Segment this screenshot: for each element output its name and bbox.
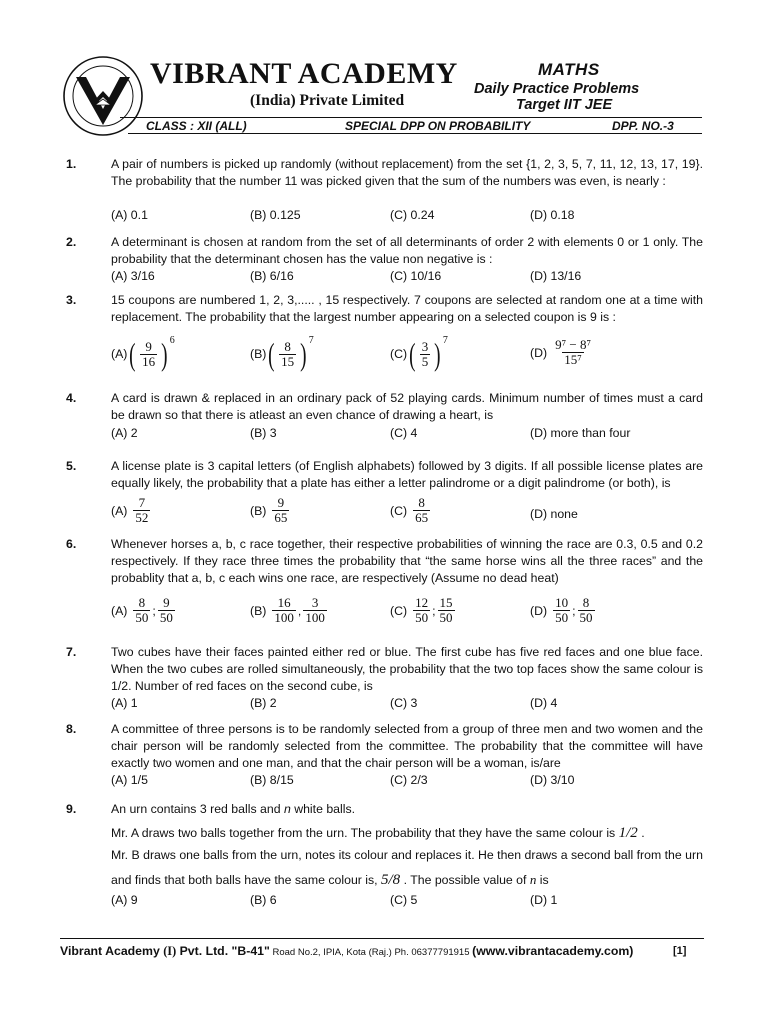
text-segment: . bbox=[637, 826, 645, 840]
header-divider-bottom bbox=[128, 133, 702, 134]
numerator: 10 bbox=[555, 595, 569, 610]
option-b: (B) 3 bbox=[250, 426, 277, 440]
denominator: 50 bbox=[135, 610, 149, 625]
text-segment: Mr. A draws two balls together from the urn. The probability that they have the same colour is bbox=[111, 826, 619, 840]
numerator: 7 bbox=[138, 495, 146, 510]
exponent: 6 bbox=[169, 334, 175, 346]
fraction-2 bbox=[303, 596, 327, 625]
numerator: 12 bbox=[415, 595, 429, 610]
fraction bbox=[553, 338, 593, 367]
question-number: 8. bbox=[66, 722, 77, 736]
fraction bbox=[133, 496, 150, 525]
fraction bbox=[413, 496, 430, 525]
question-text: A determinant is chosen at random from the set of all determinants of order 2 with elements 0 or 1 only. The probability that the determinant chosen has the value non negative is : bbox=[111, 235, 703, 266]
option-label: (B) bbox=[250, 603, 267, 618]
fraction-1 bbox=[133, 596, 150, 625]
option-b: (B) 6/16 bbox=[250, 269, 294, 283]
fraction-2 bbox=[158, 596, 175, 625]
option-label: (C) bbox=[390, 603, 408, 618]
question-number: 1. bbox=[66, 157, 77, 171]
text-segment: white balls. bbox=[290, 802, 356, 816]
question-number: 6. bbox=[66, 537, 77, 551]
separator: ; bbox=[432, 603, 436, 618]
option-c bbox=[390, 496, 432, 525]
option-d: (D) 3/10 bbox=[530, 773, 575, 787]
footer-company: Vibrant Academy bbox=[60, 944, 164, 958]
option-a: (A) 1/5 bbox=[111, 773, 148, 787]
question-text-line-1 bbox=[111, 802, 355, 816]
option-a: (A) 3/16 bbox=[111, 269, 155, 283]
question-number: 7. bbox=[66, 645, 77, 659]
fraction bbox=[420, 340, 431, 369]
question-number: 2. bbox=[66, 235, 77, 249]
option-label: (A) bbox=[111, 603, 128, 618]
denominator: 50 bbox=[415, 610, 429, 625]
question-number: 3. bbox=[66, 293, 77, 307]
question-text: A pair of numbers is picked up randomly (without replacement) from the set {1, 2, 3, 5, 7, 11, 12, 13, 17, 19}. The probability that the number 11 was picked given that the sum of the numbers was even, is nearly : bbox=[111, 157, 703, 188]
option-d: (D) 13/16 bbox=[530, 269, 582, 283]
text-segment: . The possible value of bbox=[400, 873, 530, 887]
denominator: 15 bbox=[281, 353, 295, 369]
question-text: A license plate is 3 capital letters (of English alphabets) followed by 3 digits. If all possible license plates are equally likely, the probability that a plate has either a letter palindrome or a digit palindrome (or both), is bbox=[111, 459, 703, 490]
option-a bbox=[111, 334, 175, 372]
option-d: (D) 0.18 bbox=[530, 208, 575, 222]
option-label: (A) bbox=[111, 347, 128, 361]
right-paren: ) bbox=[300, 336, 307, 372]
question-number: 4. bbox=[66, 391, 77, 405]
option-a: (A) 0.1 bbox=[111, 208, 148, 222]
denominator: 50 bbox=[439, 610, 453, 625]
denominator: 50 bbox=[555, 610, 569, 625]
option-d bbox=[530, 596, 597, 625]
brand-name: VIBRANT ACADEMY bbox=[150, 57, 458, 90]
footer-website: (www.vibrantacademy.com) bbox=[472, 944, 634, 958]
option-c: (C) 2/3 bbox=[390, 773, 428, 787]
header-divider-top bbox=[120, 117, 702, 118]
option-b bbox=[250, 334, 314, 372]
fraction bbox=[140, 340, 157, 369]
separator: ; bbox=[152, 603, 156, 618]
option-a: (A) 9 bbox=[111, 893, 138, 907]
option-b: (B) 2 bbox=[250, 696, 277, 710]
option-b bbox=[250, 596, 329, 625]
question-text-line-3: Mr. B draws one balls from the urn, notes its colour and replaces it. He then draws a second ball from the urn bbox=[111, 848, 703, 862]
question-text: 15 coupons are numbered 1, 2, 3,..... , 15 respectively. 7 coupons are selected at random one at a time with replacement. The probability that the largest number appearing on a selected coupon is 9 is : bbox=[111, 293, 703, 324]
option-label: (D) bbox=[530, 345, 548, 360]
subject-title: MATHS bbox=[538, 60, 600, 79]
footer-address: Road No.2, IPIA, Kota (Raj.) Ph. 06377791915 bbox=[269, 947, 473, 958]
option-c: (C) 3 bbox=[390, 696, 418, 710]
option-c bbox=[390, 334, 448, 372]
option-b: (B) 8/15 bbox=[250, 773, 294, 787]
class-label: CLASS : XII (ALL) bbox=[146, 119, 247, 133]
option-d: (D) none bbox=[530, 507, 578, 521]
footer-company-i: (I) bbox=[163, 944, 177, 958]
target-title: Target IIT JEE bbox=[516, 97, 613, 113]
option-d: (D) 1 bbox=[530, 893, 558, 907]
numerator: 8 bbox=[138, 595, 146, 610]
question-text: Two cubes have their faces painted either red or blue. The first cube has five red faces and one blue face. When the two cubes are rolled simultaneously, the probability that the two top faces show the same colour is 1/2. Number of red faces on the second cube, is bbox=[111, 645, 703, 693]
option-b: (B) 0.125 bbox=[250, 208, 301, 222]
fraction-inline: 1/2 bbox=[618, 825, 638, 841]
option-c bbox=[390, 596, 457, 625]
exponent: 7 bbox=[442, 334, 448, 346]
dpp-number: DPP. NO.-3 bbox=[612, 119, 674, 133]
separator: , bbox=[297, 603, 302, 618]
dpp-title: Daily Practice Problems bbox=[474, 81, 640, 97]
question-text: A card is drawn & replaced in an ordinary pack of 52 playing cards. Minimum number of times must a card be drawn so that there is atleast an even chance of drawing a heart, is bbox=[111, 391, 703, 422]
numerator: 8 bbox=[418, 495, 425, 510]
denominator: 52 bbox=[135, 510, 149, 525]
denominator: 65 bbox=[415, 510, 429, 525]
option-d: (D) more than four bbox=[530, 426, 631, 440]
question-text-line-4 bbox=[111, 872, 549, 889]
option-a bbox=[111, 596, 177, 625]
option-a: (A) 1 bbox=[111, 696, 138, 710]
numerator: 8 bbox=[582, 595, 590, 610]
option-d: (D) 4 bbox=[530, 696, 558, 710]
fraction bbox=[279, 340, 296, 369]
question-text: A committee of three persons is to be randomly selected from a group of three men and two women and the chair person will be randomly selected from the committee. The probability that the committee will have exactly two women and one man, and that the chair person will be a woman, is/are bbox=[111, 722, 703, 770]
text-segment: is bbox=[536, 873, 549, 887]
option-label: (A) bbox=[111, 503, 128, 518]
option-b bbox=[250, 496, 291, 525]
fraction-2 bbox=[438, 596, 455, 625]
option-a bbox=[111, 496, 152, 525]
numerator: 9 bbox=[163, 595, 170, 610]
footer-pvt: Pvt. Ltd. bbox=[176, 944, 232, 958]
option-c: (C) 5 bbox=[390, 893, 418, 907]
option-c: (C) 0.24 bbox=[390, 208, 435, 222]
right-paren: ) bbox=[161, 336, 168, 372]
footer-b41: "B-41" bbox=[231, 944, 270, 958]
numerator: 16 bbox=[277, 595, 291, 610]
topic-label: SPECIAL DPP ON PROBABILITY bbox=[345, 119, 531, 133]
question-text-line-2 bbox=[111, 825, 645, 842]
option-a: (A) 2 bbox=[111, 426, 138, 440]
denominator: 50 bbox=[159, 610, 173, 625]
denominator: 65 bbox=[274, 510, 288, 525]
brand-subtitle: (India) Private Limited bbox=[250, 92, 405, 109]
numerator: 9 bbox=[145, 338, 152, 354]
right-paren: ) bbox=[434, 336, 441, 372]
text-segment: An urn contains 3 red balls and bbox=[111, 802, 284, 816]
fraction bbox=[272, 496, 289, 525]
option-b: (B) 6 bbox=[250, 893, 277, 907]
denominator: 50 bbox=[579, 610, 593, 625]
variable-n: n bbox=[529, 872, 537, 887]
option-label: (C) bbox=[390, 347, 408, 361]
option-label: (D) bbox=[530, 603, 548, 618]
question-number: 5. bbox=[66, 459, 77, 473]
fraction-inline: 5/8 bbox=[381, 872, 401, 888]
separator: ; bbox=[572, 603, 576, 618]
numerator: 3 bbox=[421, 338, 429, 354]
question-text: Whenever horses a, b, c race together, their respective probabilities of winning the race are 0.3, 0.5 and 0.2 respectively. If they race three times the probability that “the same horse wins all the three races” and the probablity that a, b, c each wins one race, are respectively (Assume no dead heat) bbox=[111, 537, 703, 585]
fraction-1 bbox=[413, 596, 430, 625]
fraction-1 bbox=[553, 596, 570, 625]
option-label: (B) bbox=[250, 503, 267, 518]
numerator: 15 bbox=[439, 595, 453, 610]
left-paren: ( bbox=[268, 336, 275, 372]
numerator: 9⁷ − 8⁷ bbox=[555, 337, 591, 352]
option-label: (C) bbox=[390, 503, 408, 518]
text-segment: and finds that both balls have the same colour is, bbox=[111, 873, 382, 887]
denominator: 100 bbox=[305, 610, 325, 625]
vibrant-academy-logo bbox=[62, 55, 144, 137]
option-c: (C) 10/16 bbox=[390, 269, 442, 283]
fraction-2 bbox=[578, 596, 595, 625]
page-number: [1] bbox=[673, 945, 687, 957]
exponent: 7 bbox=[308, 334, 314, 346]
footer-text bbox=[60, 944, 633, 959]
option-label: (B) bbox=[250, 347, 267, 361]
denominator: 5 bbox=[421, 353, 429, 369]
denominator: 16 bbox=[142, 353, 156, 369]
option-d bbox=[530, 338, 595, 367]
numerator: 9 bbox=[277, 495, 285, 510]
question-number: 9. bbox=[66, 802, 77, 816]
denominator: 15⁷ bbox=[564, 352, 582, 367]
left-paren: ( bbox=[409, 336, 416, 372]
fraction-1 bbox=[272, 596, 296, 625]
numerator: 3 bbox=[311, 595, 319, 610]
numerator: 8 bbox=[284, 338, 291, 354]
option-c: (C) 4 bbox=[390, 426, 418, 440]
left-paren: ( bbox=[129, 336, 136, 372]
footer-divider bbox=[60, 938, 704, 939]
variable-n: n bbox=[283, 802, 291, 816]
denominator: 100 bbox=[274, 610, 294, 625]
